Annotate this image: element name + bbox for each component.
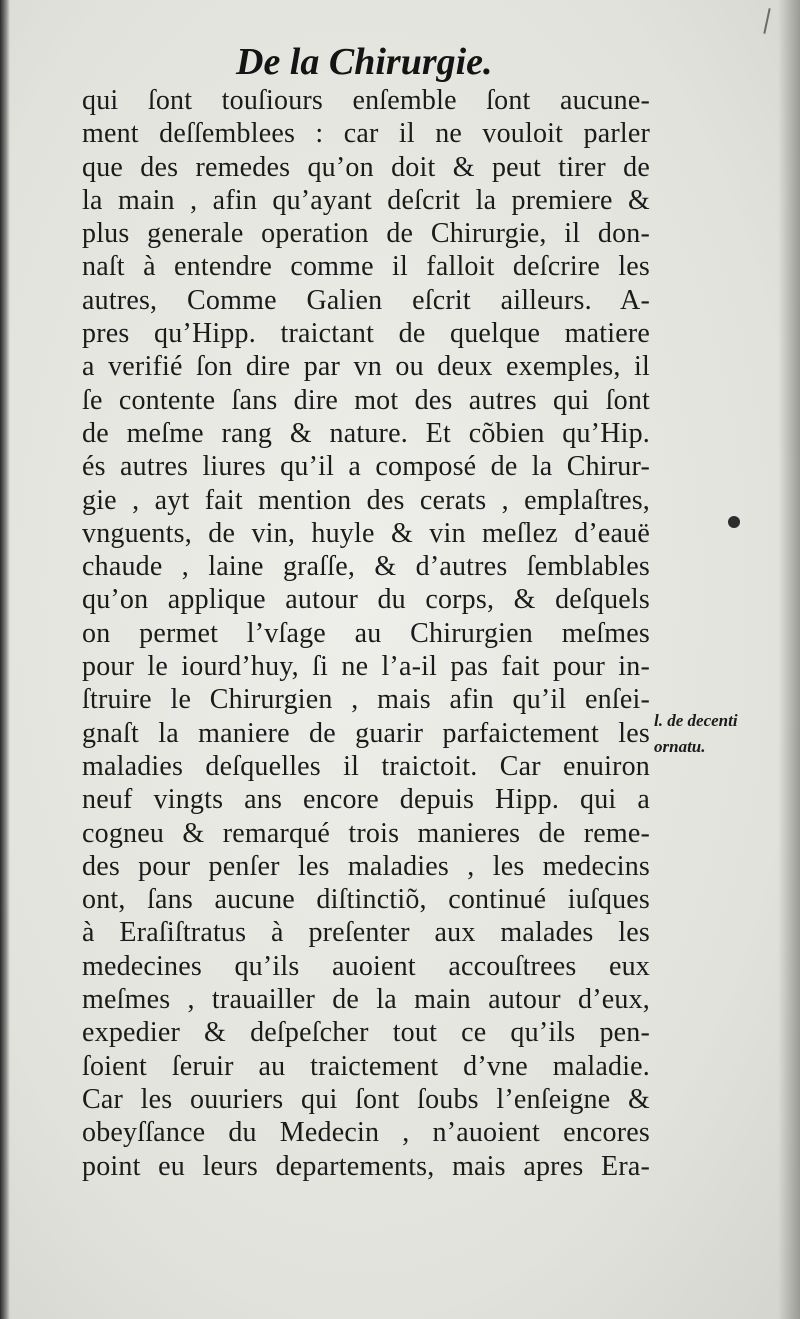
text-line: cogneu & remarqué trois manieres de reme- [82, 817, 650, 849]
text-line: ſtruire le Chirurgien , mais afin qu’il enſei- [82, 684, 650, 716]
text-line: ſe contente ſans dire mot des autres qui ſont [82, 384, 650, 416]
ink-spot [728, 516, 740, 528]
text-line: pres qu’Hipp. traictant de quelque matiere [82, 318, 650, 350]
text-line: chaude , laine graſſe, & d’autres ſemblables [82, 551, 650, 583]
text-line: Car les ouuriers qui ſont ſoubs l’enſeigne & [82, 1083, 650, 1115]
text-line: obeyſſance du Medecin , n’auoient encores [82, 1117, 650, 1149]
text-line: gnaſt la maniere de guarir parfaictement les [82, 717, 650, 749]
marginal-note-line: l. de decenti [654, 711, 738, 730]
text-line: point eu leurs departements, mais apres Era- [82, 1150, 650, 1182]
text-line: meſmes , trauailler de la main autour d’eux, [82, 984, 650, 1016]
text-line: expedier & deſpeſcher tout ce qu’ils pen- [82, 1017, 650, 1049]
text-line: on permet l’vſage au Chirurgien meſmes [82, 617, 650, 649]
text-line: gie , ayt fait mention des cerats , emplaſtres, [82, 484, 650, 516]
text-line: plus generale operation de Chirurgie, il don- [82, 218, 650, 250]
marginal-note-line: ornatu. [654, 737, 706, 756]
text-line: de meſme rang & nature. Et cõbien qu’Hip. [82, 417, 650, 449]
text-line: la main , afin qu’ayant deſcrit la premiere & [82, 184, 650, 216]
text-line: neuf vingts ans encore depuis Hipp. qui a [82, 784, 650, 816]
text-line: maladies deſquelles il traictoit. Car enuiron [82, 750, 650, 782]
text-line: medecines qu’ils auoient accouſtrees eux [82, 950, 650, 982]
text-line: ont, ſans aucune diſtinctiõ, continué iuſques [82, 884, 650, 916]
text-line: pour le iourd’huy, ſi ne l’a-il pas fait pour in- [82, 651, 650, 683]
text-line: à Eraſiſtratus à preſenter aux malades les [82, 917, 650, 949]
text-line: ment deſſemblees : car il ne vouloit parler [82, 118, 650, 150]
text-line: ſoient ſeruir au traictement d’vne maladie. [82, 1050, 650, 1082]
margin-mark [763, 8, 770, 34]
text-line: naſt à entendre comme il falloit deſcrire les [82, 251, 650, 283]
text-line: que des remedes qu’on doit & peut tirer de [82, 151, 650, 183]
text-line: qui ſont touſiours enſemble ſont aucune- [82, 85, 650, 116]
running-head: De la Chirurgie. [236, 41, 493, 83]
body-text [82, 84, 650, 1183]
text-line: qu’on applique autour du corps, & deſquels [82, 584, 650, 616]
marginal-note [654, 708, 790, 760]
text-line: des pour penſer les maladies , les medecins [82, 850, 650, 882]
text-line: vnguents, de vin, huyle & vin meſlez d’eauë [82, 517, 650, 549]
text-line: és autres liures qu’il a composé de la Chirur- [82, 451, 650, 483]
text-line: autres, Comme Galien eſcrit ailleurs. A- [82, 284, 650, 316]
text-line: a verifié ſon dire par vn ou deux exemples, il [82, 351, 650, 383]
